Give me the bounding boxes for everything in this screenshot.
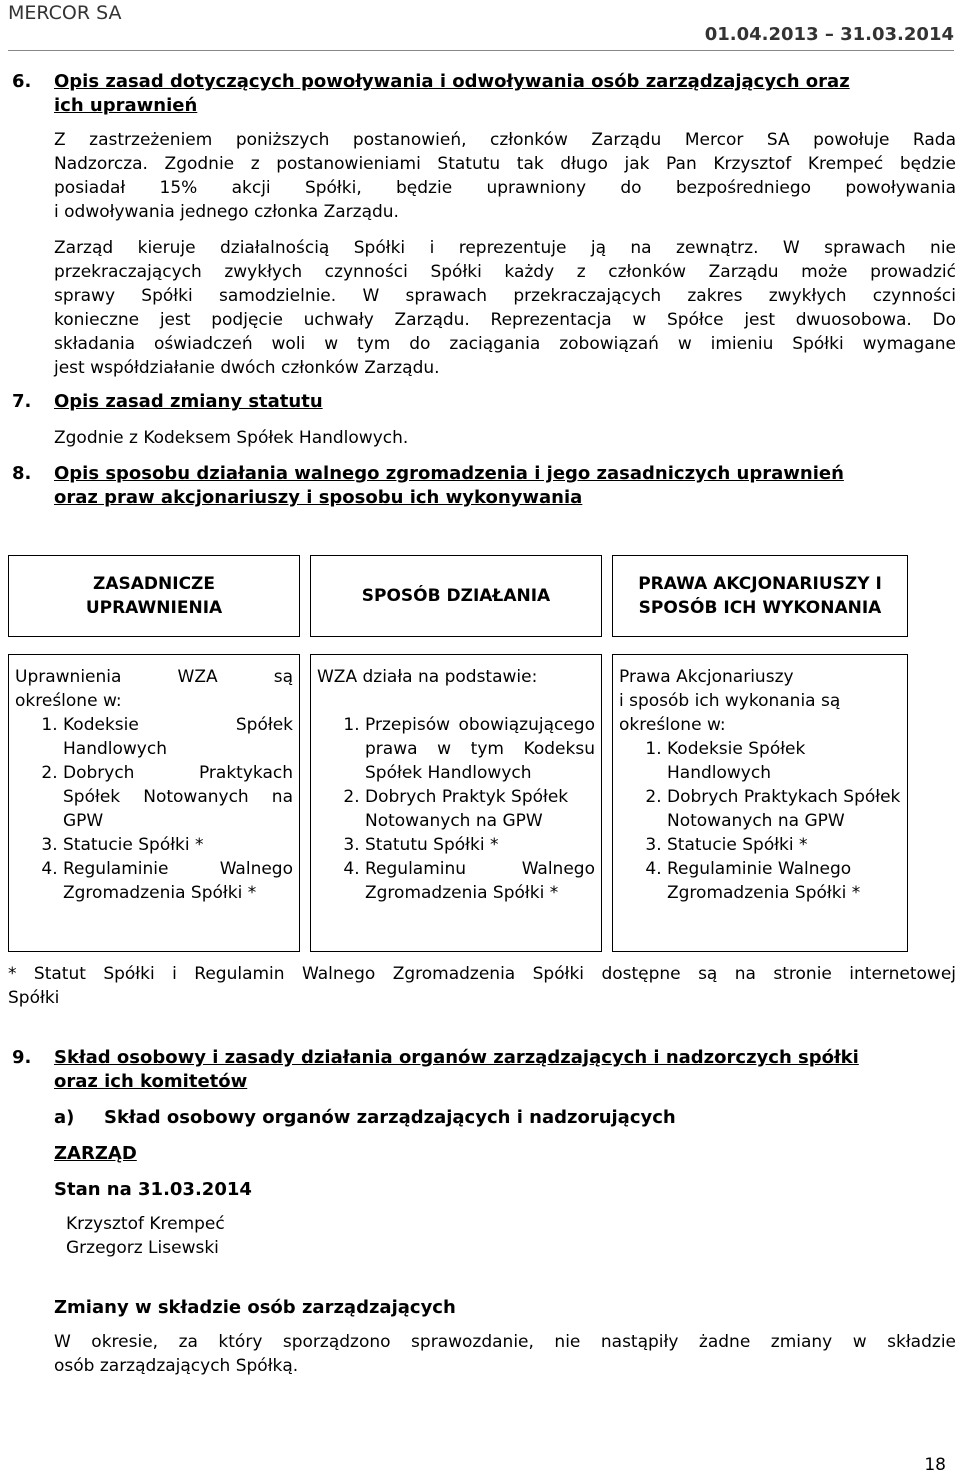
column-intro: Prawa Akcjonariuszy xyxy=(619,667,794,687)
list-item: 1. Kodeksie Spółek Handlowych xyxy=(667,737,901,785)
page-number: 18 xyxy=(924,1455,946,1475)
board-member: Grzegorz Lisewski xyxy=(66,1238,219,1258)
paragraph-line: i odwoływania jednego członka Zarządu. xyxy=(54,202,399,222)
table-footnote xyxy=(8,962,956,1010)
list-item: 3. Statutu Spółki * xyxy=(365,833,595,857)
company-name: MERCOR SA xyxy=(8,2,122,24)
header-text: ZASADNICZE UPRAWNIENIA xyxy=(85,574,223,618)
section-9-title-line2: oraz ich komitetów xyxy=(54,1071,248,1092)
section-8-number: 8. xyxy=(12,463,32,484)
board-heading: ZARZĄD xyxy=(54,1143,137,1164)
column-intro: i sposób ich wykonania są xyxy=(619,691,841,711)
section-9-number: 9. xyxy=(12,1047,32,1068)
list-item: 4. Regulaminie Walnego Zgromadzenia Spółki * xyxy=(63,857,293,905)
paragraph-line: Zarząd kieruje działalnością Spółki i reprezentuje ją na zewnątrz. W sprawach nie xyxy=(54,238,956,258)
list-item: 1. Przepisów obowiązującego prawa w tym Kodeksu Spółek Handlowych xyxy=(365,713,595,785)
table-column-rights xyxy=(8,654,300,952)
board-members xyxy=(66,1212,225,1260)
paragraph-line: posiadał 15% akcji Spółki, będzie uprawniony do bezpośredniego powoływania xyxy=(54,178,956,198)
changes-line: W okresie, za który sporządzono sprawozdanie, nie nastąpiły żadne zmiany w składzie xyxy=(54,1332,956,1352)
table-header-shareholder-rights xyxy=(612,555,908,637)
paragraph-line: konieczne jest podjęcie uchwały Zarządu. Reprezentacja w Spółce jest dwuosobowa. Do xyxy=(54,310,956,330)
section-7-title: Opis zasad zmiany statutu xyxy=(54,391,323,412)
footnote-line: * Statut Spółki i Regulamin Walnego Zgromadzenia Spółki dostępne są na stronie internetowej xyxy=(8,964,956,984)
column-intro: WZA działa na podstawie: xyxy=(317,667,538,687)
subsection-a-title: Skład osobowy organów zarządzających i nadzorujących xyxy=(104,1107,676,1128)
paragraph-line: składania oświadczeń woli w tym do zaciągania zobowiązań w imieniu Spółki wymagane xyxy=(54,334,956,354)
section-6-paragraph-1 xyxy=(54,128,956,224)
list-item: 4. Regulaminie Walnego Zgromadzenia Spółki * xyxy=(667,857,901,905)
section-9-title-line1: Skład osobowy i zasady działania organów zarządzających i nadzorczych spółki xyxy=(54,1047,859,1068)
list-item: 4. Regulaminu Walnego Zgromadzenia Spółki * xyxy=(365,857,595,905)
list-item: 2. Dobrych Praktyk Spółek Notowanych na GPW xyxy=(365,785,595,833)
list-item: 3. Statucie Spółki * xyxy=(63,833,293,857)
list-item: 2. Dobrych Praktykach Spółek Notowanych na GPW xyxy=(63,761,293,833)
section-7-text: Zgodnie z Kodeksem Spółek Handlowych. xyxy=(54,428,409,448)
section-8-title-line2: oraz praw akcjonariuszy i sposobu ich wykonywania xyxy=(54,487,583,508)
changes-line: osób zarządzających Spółką. xyxy=(54,1356,299,1376)
paragraph-line: jest współdziałanie dwóch członków Zarządu. xyxy=(54,358,440,378)
board-member: Krzysztof Krempeć xyxy=(66,1214,225,1234)
list-item: 3. Statucie Spółki * xyxy=(667,833,901,857)
list-item: 1. Kodeksie Spółek Handlowych xyxy=(63,713,293,761)
section-6-title-line1: Opis zasad dotyczących powoływania i odwoływania osób zarządzających oraz xyxy=(54,71,850,92)
column-intro: określone w: xyxy=(619,715,726,735)
footnote-line: Spółki xyxy=(8,988,60,1008)
header-divider xyxy=(8,50,954,51)
section-8-title-line1: Opis sposobu działania walnego zgromadzenia i jego zasadniczych uprawnień xyxy=(54,463,844,484)
table-header-rights xyxy=(8,555,300,637)
table-column-shareholder-rights xyxy=(612,654,908,952)
as-of-date: Stan na 31.03.2014 xyxy=(54,1179,252,1200)
column-intro: Uprawnienia WZA są xyxy=(15,667,293,687)
section-6-paragraph-2 xyxy=(54,236,956,380)
paragraph-line: Nadzorcza. Zgodnie z postanowieniami Statutu tak długo jak Pan Krzysztof Krempeć będzie xyxy=(54,154,956,174)
section-7-number: 7. xyxy=(12,391,32,412)
column-intro: określone w: xyxy=(15,691,122,711)
table-header-operation xyxy=(310,555,602,637)
changes-text xyxy=(54,1330,956,1378)
subsection-a-label: a) xyxy=(54,1107,75,1128)
list-item: 2. Dobrych Praktykach Spółek Notowanych na GPW xyxy=(667,785,901,833)
section-6-number: 6. xyxy=(12,71,32,92)
header-text: SPOSÓB DZIAŁANIA xyxy=(361,586,551,606)
header-text: PRAWA AKCJONARIUSZY I SPOSÓB ICH WYKONANIA xyxy=(638,574,882,618)
paragraph-line: Z zastrzeżeniem poniższych postanowień, członków Zarządu Mercor SA powołuje Rada xyxy=(54,130,956,150)
changes-heading: Zmiany w składzie osób zarządzających xyxy=(54,1297,456,1318)
section-6-title-line2: ich uprawnień xyxy=(54,95,198,116)
table-column-operation xyxy=(310,654,602,952)
paragraph-line: sprawy Spółki samodzielnie. W sprawach przekraczających zakres zwykłych czynności xyxy=(54,286,956,306)
paragraph-line: przekraczających zwykłych czynności Spółki każdy z członków Zarządu może prowadzić xyxy=(54,262,956,282)
report-period: 01.04.2013 – 31.03.2014 xyxy=(704,24,954,45)
